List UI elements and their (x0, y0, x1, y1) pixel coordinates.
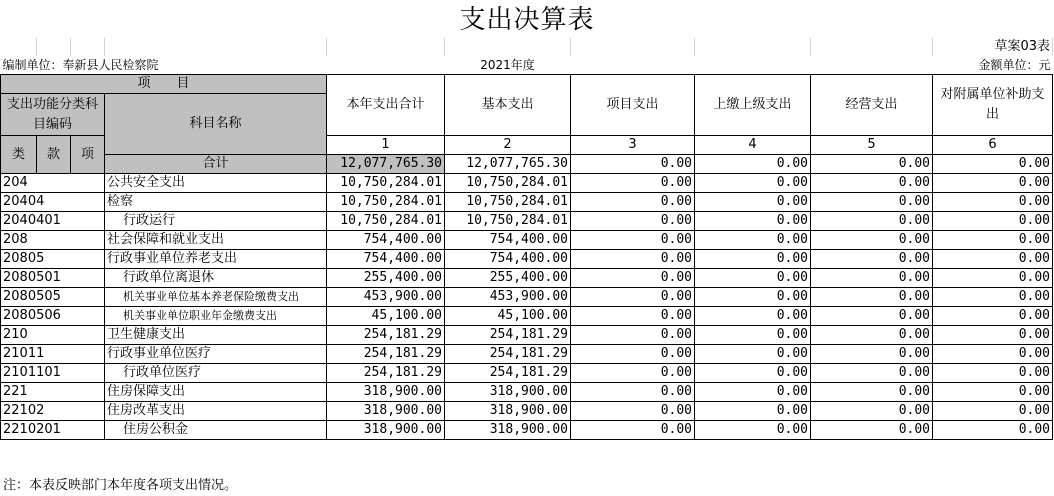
row-value-4: 0.00 (695, 288, 811, 307)
expenditure-table (0, 38, 1053, 440)
row-value-4: 0.00 (695, 212, 811, 231)
row-value-2: 318,900.00 (445, 402, 571, 421)
row-value-6: 0.00 (933, 231, 1053, 250)
row-value-6: 0.00 (933, 288, 1053, 307)
header-col-4: 上缴上级支出 (695, 75, 811, 136)
row-value-6: 0.00 (933, 421, 1053, 440)
blank-row (1, 38, 1053, 56)
row-code: 221 (1, 383, 105, 402)
header-xiang: 项 (71, 136, 105, 174)
row-value-2: 453,900.00 (445, 288, 571, 307)
row-value-2: 254,181.29 (445, 326, 571, 345)
row-value-2: 754,400.00 (445, 231, 571, 250)
row-subject-name: 行政事业单位养老支出 (105, 250, 327, 269)
table-row (1, 174, 1053, 193)
row-value-3: 0.00 (571, 269, 695, 288)
row-value-1: 254,181.29 (327, 326, 445, 345)
row-value-6: 0.00 (933, 269, 1053, 288)
row-value-2: 754,400.00 (445, 250, 571, 269)
form-code: 草案03表 (933, 38, 1053, 56)
year-label: 2021年度 (445, 56, 571, 75)
row-value-4: 0.00 (695, 345, 811, 364)
row-value-5: 0.00 (811, 288, 933, 307)
row-subject-name: 机关事业单位职业年金缴费支出 (105, 307, 327, 326)
table-row (1, 250, 1053, 269)
row-value-5: 0.00 (811, 326, 933, 345)
row-value-4: 0.00 (695, 231, 811, 250)
table-row (1, 364, 1053, 383)
col-num-3: 3 (571, 136, 695, 155)
row-value-6: 0.00 (933, 402, 1053, 421)
header-lei: 类 (1, 136, 37, 174)
total-value-3: 0.00 (571, 155, 695, 174)
row-value-1: 255,400.00 (327, 269, 445, 288)
amount-unit: 金额单位：元 (933, 56, 1053, 75)
row-value-4: 0.00 (695, 269, 811, 288)
row-value-5: 0.00 (811, 231, 933, 250)
row-value-3: 0.00 (571, 421, 695, 440)
row-value-2: 318,900.00 (445, 421, 571, 440)
row-value-6: 0.00 (933, 345, 1053, 364)
row-value-6: 0.00 (933, 193, 1053, 212)
total-value-2: 12,077,765.30 (445, 155, 571, 174)
col-num-5: 5 (811, 136, 933, 155)
total-value-1: 12,077,765.30 (327, 155, 445, 174)
row-value-2: 254,181.29 (445, 364, 571, 383)
table-row (1, 288, 1053, 307)
row-value-6: 0.00 (933, 212, 1053, 231)
row-subject-name: 行政运行 (105, 212, 327, 231)
header-row-1 (1, 75, 1053, 94)
row-code: 2080501 (1, 269, 105, 288)
row-value-2: 10,750,284.01 (445, 193, 571, 212)
row-value-4: 0.00 (695, 383, 811, 402)
row-value-5: 0.00 (811, 212, 933, 231)
col-num-4: 4 (695, 136, 811, 155)
row-code: 208 (1, 231, 105, 250)
total-value-6: 0.00 (933, 155, 1053, 174)
row-value-1: 10,750,284.01 (327, 193, 445, 212)
row-value-1: 45,100.00 (327, 307, 445, 326)
table-row (1, 383, 1053, 402)
row-code: 22102 (1, 402, 105, 421)
table-row (1, 231, 1053, 250)
row-code: 21011 (1, 345, 105, 364)
row-value-2: 318,900.00 (445, 383, 571, 402)
row-value-2: 10,750,284.01 (445, 212, 571, 231)
row-code: 2210201 (1, 421, 105, 440)
row-value-3: 0.00 (571, 212, 695, 231)
row-value-5: 0.00 (811, 364, 933, 383)
header-subject-name: 科目名称 (105, 94, 327, 155)
row-subject-name: 住房改革支出 (105, 402, 327, 421)
row-value-3: 0.00 (571, 193, 695, 212)
header-kuan: 款 (37, 136, 71, 174)
row-value-3: 0.00 (571, 288, 695, 307)
header-col-1: 本年支出合计 (327, 75, 445, 136)
meta-row (1, 56, 1053, 75)
data-rows (1, 174, 1053, 440)
footer-note: 注：本表反映部门本年度各项支出情况。 (3, 478, 238, 493)
row-value-6: 0.00 (933, 307, 1053, 326)
row-value-1: 754,400.00 (327, 250, 445, 269)
page-title: 支出决算表 (459, 5, 595, 35)
row-value-3: 0.00 (571, 250, 695, 269)
row-value-3: 0.00 (571, 383, 695, 402)
row-value-4: 0.00 (695, 402, 811, 421)
row-value-3: 0.00 (571, 307, 695, 326)
row-value-5: 0.00 (811, 402, 933, 421)
row-value-6: 0.00 (933, 174, 1053, 193)
row-value-1: 318,900.00 (327, 421, 445, 440)
row-value-5: 0.00 (811, 250, 933, 269)
unit-label: 编制单位：奉新县人民检察院 (1, 56, 327, 75)
row-code: 2101101 (1, 364, 105, 383)
row-subject-name: 社会保障和就业支出 (105, 231, 327, 250)
row-subject-name: 机关事业单位基本养老保险缴费支出 (105, 288, 327, 307)
row-value-6: 0.00 (933, 383, 1053, 402)
table-row (1, 212, 1053, 231)
row-value-5: 0.00 (811, 269, 933, 288)
row-value-3: 0.00 (571, 402, 695, 421)
col-num-2: 2 (445, 136, 571, 155)
row-subject-name: 行政单位医疗 (105, 364, 327, 383)
row-value-1: 754,400.00 (327, 231, 445, 250)
row-value-5: 0.00 (811, 345, 933, 364)
row-value-1: 254,181.29 (327, 364, 445, 383)
row-value-2: 254,181.29 (445, 345, 571, 364)
row-value-1: 10,750,284.01 (327, 212, 445, 231)
row-subject-name: 住房公积金 (105, 421, 327, 440)
header-func-code: 支出功能分类科目编码 (1, 94, 105, 136)
total-value-5: 0.00 (811, 155, 933, 174)
row-value-2: 10,750,284.01 (445, 174, 571, 193)
row-value-5: 0.00 (811, 421, 933, 440)
table-row (1, 345, 1053, 364)
row-value-1: 318,900.00 (327, 383, 445, 402)
row-value-5: 0.00 (811, 307, 933, 326)
row-code: 2080505 (1, 288, 105, 307)
table-row (1, 402, 1053, 421)
table-row (1, 193, 1053, 212)
table-row (1, 326, 1053, 345)
row-value-3: 0.00 (571, 326, 695, 345)
row-value-4: 0.00 (695, 174, 811, 193)
row-value-3: 0.00 (571, 345, 695, 364)
col-num-6: 6 (933, 136, 1053, 155)
header-item: 项 目 (1, 75, 327, 94)
row-value-6: 0.00 (933, 250, 1053, 269)
row-subject-name: 检察 (105, 193, 327, 212)
table-row (1, 269, 1053, 288)
total-row (1, 155, 1053, 174)
row-value-4: 0.00 (695, 421, 811, 440)
row-value-1: 453,900.00 (327, 288, 445, 307)
row-value-5: 0.00 (811, 383, 933, 402)
row-value-3: 0.00 (571, 174, 695, 193)
table-row (1, 421, 1053, 440)
row-value-4: 0.00 (695, 307, 811, 326)
row-value-1: 10,750,284.01 (327, 174, 445, 193)
row-value-4: 0.00 (695, 326, 811, 345)
header-col-5: 经营支出 (811, 75, 933, 136)
row-subject-name: 住房保障支出 (105, 383, 327, 402)
table-row (1, 307, 1053, 326)
row-value-4: 0.00 (695, 193, 811, 212)
row-code: 2040401 (1, 212, 105, 231)
row-value-3: 0.00 (571, 364, 695, 383)
row-value-5: 0.00 (811, 174, 933, 193)
row-value-1: 254,181.29 (327, 345, 445, 364)
row-subject-name: 卫生健康支出 (105, 326, 327, 345)
row-code: 2080506 (1, 307, 105, 326)
row-value-6: 0.00 (933, 364, 1053, 383)
row-subject-name: 行政单位离退休 (105, 269, 327, 288)
header-col-6: 对附属单位补助支出 (933, 75, 1053, 136)
row-value-5: 0.00 (811, 193, 933, 212)
row-value-2: 45,100.00 (445, 307, 571, 326)
row-code: 204 (1, 174, 105, 193)
row-value-6: 0.00 (933, 326, 1053, 345)
col-num-1: 1 (327, 136, 445, 155)
row-value-3: 0.00 (571, 231, 695, 250)
total-label: 合计 (105, 155, 327, 174)
total-value-4: 0.00 (695, 155, 811, 174)
row-subject-name: 公共安全支出 (105, 174, 327, 193)
row-code: 20404 (1, 193, 105, 212)
header-col-3: 项目支出 (571, 75, 695, 136)
header-col-2: 基本支出 (445, 75, 571, 136)
row-value-2: 255,400.00 (445, 269, 571, 288)
row-value-4: 0.00 (695, 250, 811, 269)
row-code: 210 (1, 326, 105, 345)
row-value-4: 0.00 (695, 364, 811, 383)
row-subject-name: 行政事业单位医疗 (105, 345, 327, 364)
row-value-1: 318,900.00 (327, 402, 445, 421)
row-code: 20805 (1, 250, 105, 269)
